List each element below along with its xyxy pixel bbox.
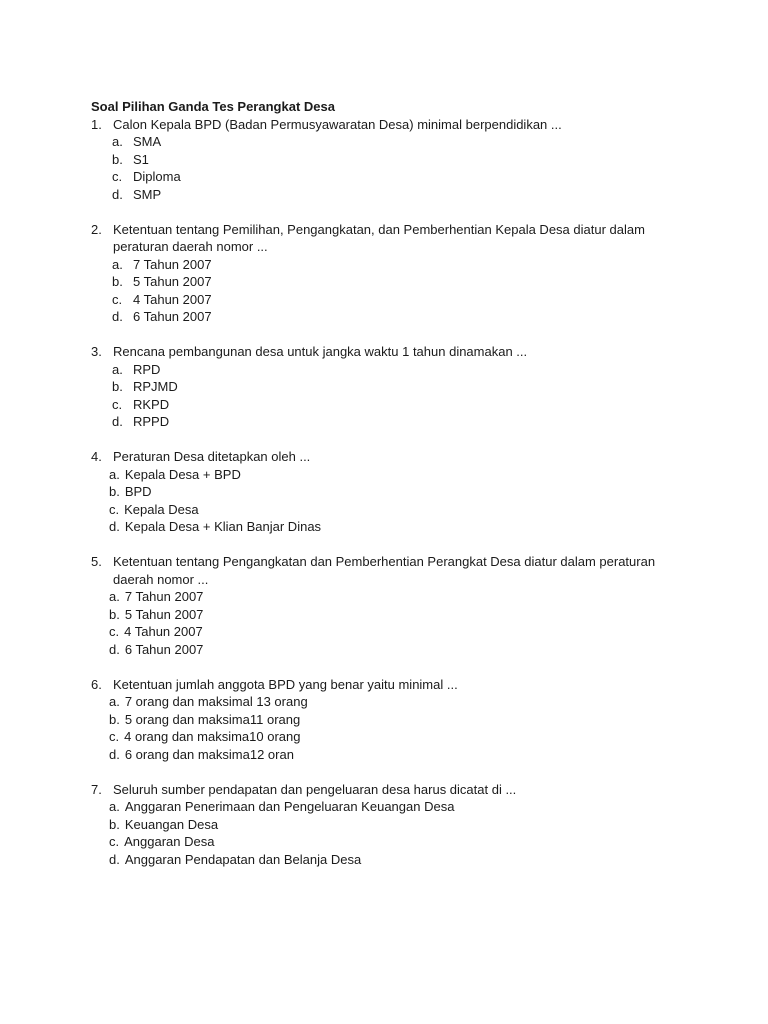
option-row [91,256,683,274]
question-3-options [91,361,683,431]
option-letter: a. [112,361,123,377]
option-row [91,378,683,396]
question-number: 3. [91,344,102,359]
option-text: Kepala Desa [124,501,199,517]
question-7 [91,781,683,869]
question-2-stem [91,221,683,256]
option-letter: a. [112,134,123,149]
document-title: Soal Pilihan Ganda Tes Perangkat Desa [91,99,335,114]
option-letter: a. [112,256,123,272]
question-7-options [91,798,683,868]
option-letter: c. [112,396,123,412]
option-text: RPPD [133,414,170,429]
option-text: Anggaran Pendapatan dan Belanja Desa [124,851,362,867]
option-row [91,291,683,309]
option-text: SMP [133,186,162,202]
option-text: 5 orang dan maksima11 orang [124,711,301,727]
option-text: Anggaran Desa [124,834,215,849]
question-text: Calon Kepala BPD (Badan Permusyawaratan Desa) minimal berpendidikan ... [113,116,562,132]
option-row [91,501,683,519]
option-text: 7 Tahun 2007 [124,589,204,604]
question-6-options [91,693,683,763]
option-text: 6 Tahun 2007 [133,309,212,324]
option-letter: c. [109,501,120,517]
option-row [91,728,683,746]
option-letter: b. [109,484,120,499]
option-row [91,711,683,729]
option-row [91,308,683,326]
option-row [91,168,683,186]
option-row [91,798,683,816]
option-text: 5 Tahun 2007 [133,274,212,289]
question-5-options [91,588,683,658]
question-3 [91,343,683,431]
option-letter: a. [109,694,120,709]
option-letter: b. [112,151,123,167]
question-text: Ketentuan tentang Pengangkatan dan Pemberhentian Perangkat Desa diatur dalam peraturan daerah nomor ... [113,554,656,587]
option-row [91,186,683,204]
option-letter: d. [109,746,120,762]
option-row [91,693,683,711]
question-number: 2. [91,221,102,237]
option-text: S1 [133,151,149,167]
option-text: Diploma [133,169,181,184]
option-row [91,623,683,641]
option-text: BPD [124,484,152,499]
question-number: 7. [91,781,102,797]
option-row [91,606,683,624]
option-row [91,816,683,834]
option-text: Anggaran Penerimaan dan Pengeluaran Keuangan Desa [124,799,455,814]
option-letter: b. [109,711,120,727]
option-row [91,151,683,169]
question-text: Ketentuan tentang Pemilihan, Pengangkatan, dan Pemberhentian Kepala Desa diatur dalam peraturan daerah nomor ... [113,221,645,254]
option-letter: a. [109,799,120,814]
option-letter: c. [112,291,123,307]
option-text: RKPD [133,396,170,412]
option-letter: d. [109,851,120,867]
option-row [91,133,683,151]
option-letter: a. [109,466,120,482]
question-5 [91,553,683,658]
question-1-stem [91,116,683,134]
question-6-stem [91,676,683,694]
option-row [91,396,683,414]
option-letter: d. [112,414,123,429]
option-row [91,413,683,431]
option-row [91,588,683,606]
option-letter: d. [109,641,120,657]
question-6 [91,676,683,764]
option-text: 6 orang dan maksima12 oran [124,746,294,762]
option-text: 6 Tahun 2007 [124,641,204,657]
option-row [91,466,683,484]
option-text: Kepala Desa + Klian Banjar Dinas [124,519,322,534]
option-text: SMA [133,134,162,149]
option-text: 7 Tahun 2007 [133,256,212,272]
option-text: 4 orang dan maksima10 orang [124,729,301,744]
option-letter: d. [112,186,123,202]
option-row [91,746,683,764]
question-5-stem [91,553,683,588]
option-letter: b. [112,274,123,289]
question-number: 5. [91,554,102,569]
option-text: 5 Tahun 2007 [124,606,204,622]
option-letter: d. [112,309,123,324]
option-letter: a. [109,589,120,604]
option-letter: c. [112,169,123,184]
option-letter: c. [109,834,120,849]
question-4-stem [91,448,683,466]
option-letter: b. [109,816,120,832]
option-text: 7 orang dan maksimal 13 orang [124,694,308,709]
option-text: 4 Tahun 2007 [124,624,203,639]
option-row [91,518,683,536]
option-letter: c. [109,624,120,639]
option-row [91,851,683,869]
question-3-stem [91,343,683,361]
question-text: Peraturan Desa ditetapkan oleh ... [113,449,311,464]
option-text: 4 Tahun 2007 [133,291,212,307]
option-letter: b. [109,606,120,622]
question-number: 4. [91,449,102,464]
option-row [91,641,683,659]
question-text: Rencana pembangunan desa untuk jangka waktu 1 tahun dinamakan ... [113,344,528,359]
option-text: RPD [133,361,161,377]
option-letter: b. [112,379,123,394]
option-text: Keuangan Desa [124,816,219,832]
question-2-options [91,256,683,326]
question-1-options [91,133,683,203]
option-row [91,273,683,291]
option-row [91,483,683,501]
question-2 [91,221,683,326]
question-4-options [91,466,683,536]
option-letter: d. [109,519,120,534]
option-text: RPJMD [133,379,178,394]
question-text: Ketentuan jumlah anggota BPD yang benar yaitu minimal ... [113,676,458,692]
option-letter: c. [109,729,120,744]
option-row [91,361,683,379]
question-1 [91,116,683,204]
question-text: Seluruh sumber pendapatan dan pengeluaran desa harus dicatat di ... [113,781,517,797]
option-row [91,833,683,851]
question-7-stem [91,781,683,799]
question-number: 1. [91,116,102,132]
option-text: Kepala Desa + BPD [124,466,241,482]
question-4 [91,448,683,536]
question-number: 6. [91,676,102,692]
